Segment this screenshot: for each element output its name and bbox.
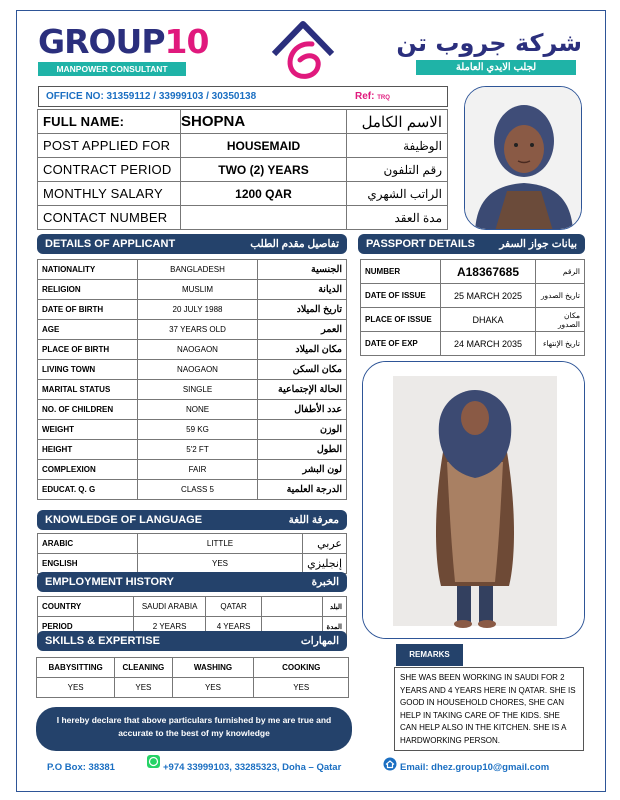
salary-value: 1200 QAR [181,182,347,206]
skills-section-header: SKILLS & EXPERTISE المهارات [37,631,347,651]
cell-a: مكان الميلاد [258,340,347,360]
cell-v: CLASS 5 [138,480,258,500]
cell-a: الحالة الإجتماعية [258,380,347,400]
cell-v: 24 MARCH 2035 [441,332,536,356]
table-row: COUNTRY SAUDI ARABIA QATAR البلد [38,597,347,617]
cell-k: DATE OF ISSUE [361,284,441,308]
full-name-value: SHOPNA [181,110,347,134]
cell-k: MARITAL STATUS [38,380,138,400]
cell-v: BANGLADESH [138,260,258,280]
applicant-table [37,259,347,500]
full-name-row [38,110,448,134]
employment-section-header: EMPLOYMENT HISTORY الخبرة [37,572,347,592]
phone-numbers: +974 33999103, 33285323, Doha – Qatar [163,762,342,773]
cell-a: العمر [258,320,347,340]
home-icon [383,757,397,771]
arabic-logo: شركة جروب تن لجلب الايدي العاملة [396,29,582,73]
table-row [38,260,347,280]
table-row [38,440,347,460]
cell-k: RELIGION [38,280,138,300]
cell-k: DATE OF BIRTH [38,300,138,320]
cell-a: الرقم [536,260,585,284]
passport-table [360,259,585,356]
declaration: I hereby declare that above particulars furnished by me are true and accurate to the best of my knowledge [36,707,352,751]
post-row: POST APPLIED FOR HOUSEMAID الوظيفة [38,134,448,158]
cell-k: LIVING TOWN [38,360,138,380]
cell-k: NUMBER [361,260,441,284]
post-value: HOUSEMAID [181,134,347,158]
contact-value [181,206,347,230]
arabic-logo-subtitle: لجلب الايدي العاملة [416,60,576,75]
full-body-photo [362,361,585,639]
cell-v: SINGLE [138,380,258,400]
cell-a: الدرجة العلمية [258,480,347,500]
table-row [361,284,585,308]
cell-a: تاريخ الميلاد [258,300,347,320]
table-row [38,320,347,340]
table-row [38,460,347,480]
table-row: ENGLISH YES إنجليزي [38,554,347,574]
cell-v: NONE [138,400,258,420]
cell-k: COMPLEXION [38,460,138,480]
whatsapp-icon [147,755,160,768]
house-logo-icon [268,20,338,82]
applicant-section-header: DETAILS OF APPLICANT تفاصيل مقدم الطلب [37,234,347,254]
cell-v: A18367685 [441,260,536,284]
cell-k: NO. OF CHILDREN [38,400,138,420]
table-row [38,340,347,360]
cell-k: EDUCAT. Q. G [38,480,138,500]
table-row: PERIOD 2 YEARS 4 YEARS المدة [38,617,347,637]
office-numbers: OFFICE NO: 31359112 / 33999103 / 30350138 Ref: TRQ [38,86,448,107]
cell-a: عدد الأطفال [258,400,347,420]
portrait-photo [464,86,582,230]
table-row [361,308,585,332]
cell-k: PLACE OF ISSUE [361,308,441,332]
cell-k: PLACE OF BIRTH [38,340,138,360]
table-row [38,380,347,400]
cell-v: 20 JULY 1988 [138,300,258,320]
cell-v: 37 YEARS OLD [138,320,258,340]
table-row: YES YES YES YES [37,678,349,698]
cell-v: MUSLIM [138,280,258,300]
table-row: BABYSITTING CLEANING WASHING COOKING [37,658,349,678]
company-logo: GROUP10 MANPOWER CONSULTANT [38,22,209,74]
table-row [361,332,585,356]
cell-v: NAOGAON [138,360,258,380]
cell-k: AGE [38,320,138,340]
basic-info-table [37,109,448,230]
cell-a: الجنسية [258,260,347,280]
po-box: P.O Box: 38381 [47,762,115,773]
logo-subtitle: MANPOWER CONSULTANT [38,62,186,76]
table-row [38,360,347,380]
cell-v: 5'2 FT [138,440,258,460]
table-row [38,280,347,300]
cell-v: 25 MARCH 2025 [441,284,536,308]
table-row [38,480,347,500]
cell-v: DHAKA [441,308,536,332]
cell-k: WEIGHT [38,420,138,440]
cell-k: HEIGHT [38,440,138,460]
contact-row: CONTACT NUMBER مدة العقد [38,206,448,230]
cell-k: NATIONALITY [38,260,138,280]
cell-a: لون البشر [258,460,347,480]
full-name-label-ar: الاسم الكامل [347,110,448,134]
email-address: Email: dhez.group10@gmail.com [400,762,550,773]
language-section-header: KNOWLEDGE OF LANGUAGE معرفة اللغة [37,510,347,530]
cell-a: الوزن [258,420,347,440]
cell-a: مكان الصدور [536,308,585,332]
contract-row: CONTRACT PERIOD TWO (2) YEARS رقم التلفون [38,158,448,182]
cell-v: FAIR [138,460,258,480]
cell-a: الديانة [258,280,347,300]
skills-table [36,657,349,698]
cell-v: NAOGAON [138,340,258,360]
salary-row: MONTHLY SALARY 1200 QAR الراتب الشهري [38,182,448,206]
language-table [37,533,347,574]
contract-value: TWO (2) YEARS [181,158,347,182]
reference: Ref: TRQ [355,91,390,102]
cell-a: تاريخ الصدور [536,284,585,308]
cell-a: تاريخ الإنتهاء [536,332,585,356]
table-row [38,420,347,440]
full-name-label: FULL NAME: [38,110,181,134]
cell-a: الطول [258,440,347,460]
table-row: ARABIC LITTLE عربي [38,534,347,554]
cell-v: 59 KG [138,420,258,440]
passport-section-header: PASSPORT DETAILS بيانات جواز السفر [358,234,585,254]
remarks-header: REMARKS [396,644,463,666]
table-row [38,300,347,320]
cell-a: مكان السكن [258,360,347,380]
table-row [38,400,347,420]
remarks-text: SHE WAS BEEN WORKING IN SAUDI FOR 2 YEARS AND 4 YEARS HERE IN QATAR. SHE IS GOOD IN HOUSEHOLD CHORES, SHE CAN HELP IN TAKING CARE OF THE KIDS. SHE CAN HELP ALSO IN THE KITCHEN. SHE IS A HARDWORKING PERSON. [394,667,584,751]
cell-k: DATE OF EXP [361,332,441,356]
table-row [361,260,585,284]
